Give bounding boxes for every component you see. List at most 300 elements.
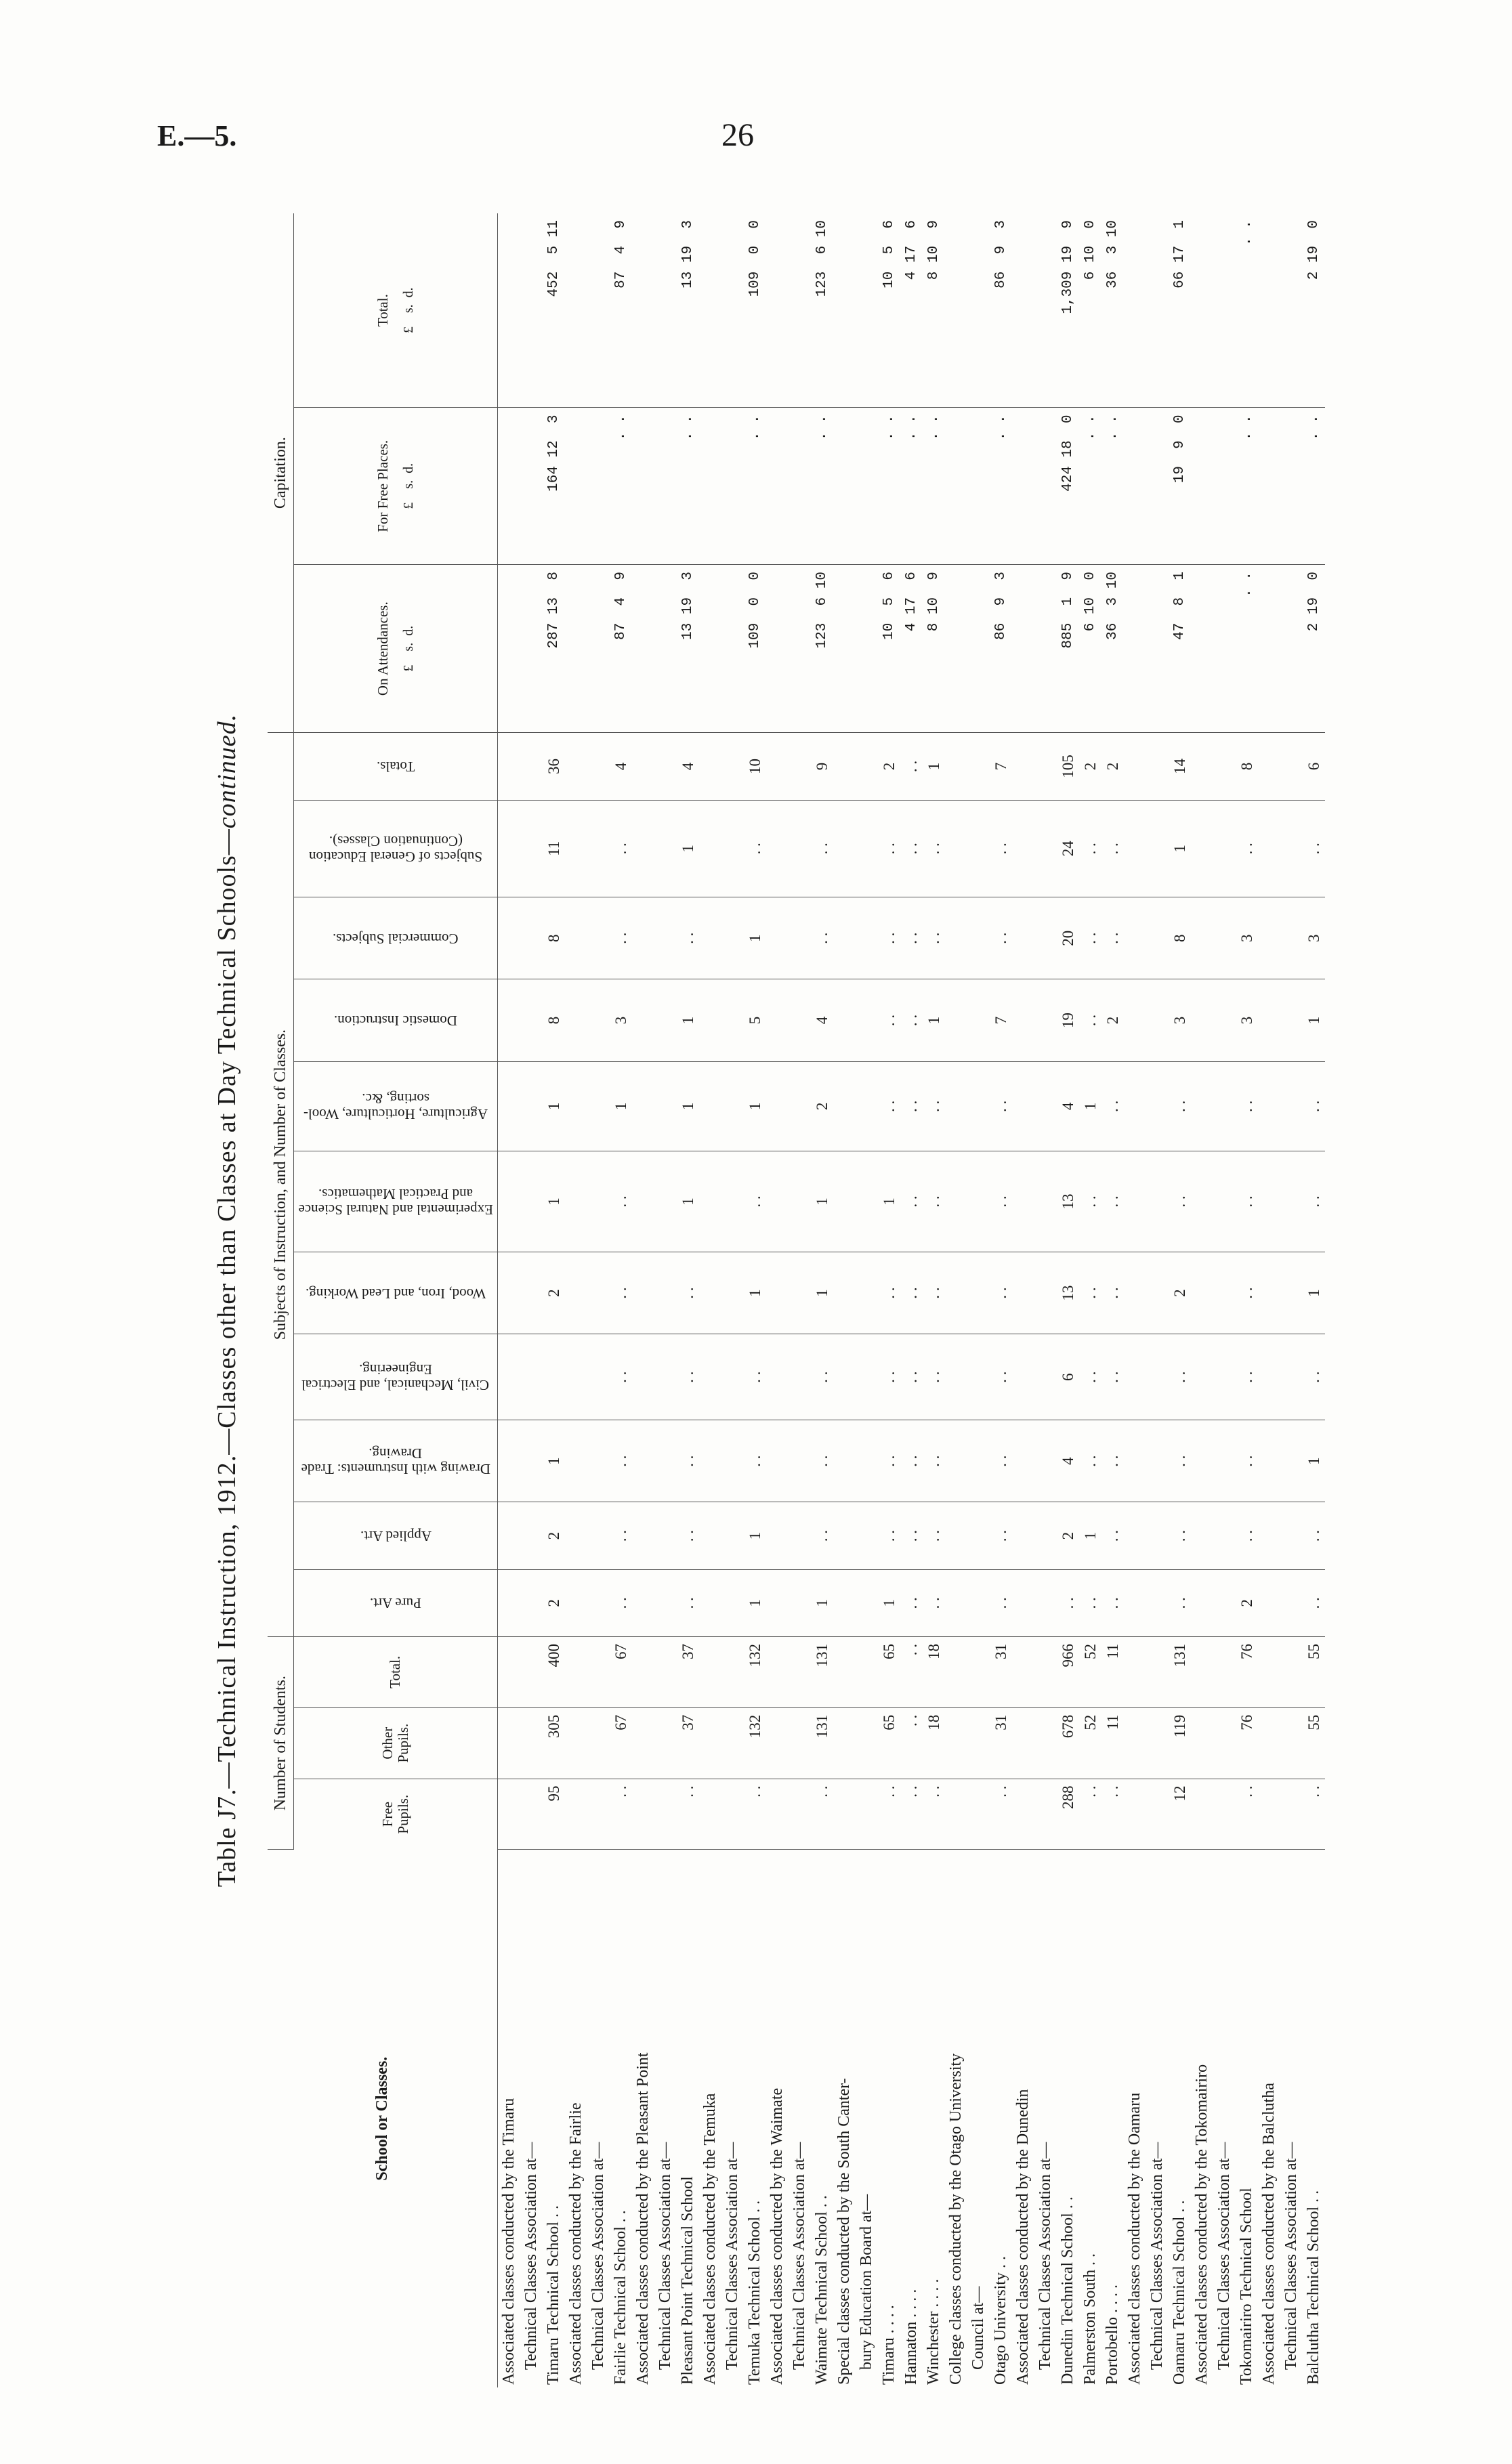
capitation-amount-cell — [945, 408, 967, 565]
class-count-cell — [766, 1151, 789, 1252]
class-count-cell — [632, 1569, 654, 1636]
class-count-cell — [699, 1569, 721, 1636]
class-count-cell — [945, 897, 967, 979]
class-count-cell — [1034, 979, 1057, 1061]
class-count-cell — [565, 1420, 587, 1502]
capitation-amount-cell — [565, 565, 587, 733]
class-count-cell — [1280, 1252, 1303, 1334]
class-count-cell — [766, 733, 789, 800]
class-count-cell — [1034, 1252, 1057, 1334]
class-count-cell — [856, 1252, 878, 1334]
class-count-cell: 2 — [543, 1252, 565, 1334]
class-count-cell — [833, 1502, 856, 1569]
class-count-cell — [699, 800, 721, 897]
class-count-cell: . . — [1303, 1502, 1325, 1569]
class-count-cell — [766, 897, 789, 979]
class-count-cell — [721, 1252, 744, 1334]
school-column-header: School or Classes. — [268, 1850, 498, 2387]
class-count-cell — [1124, 1502, 1146, 1569]
capitation-amount-cell: . . — [610, 408, 632, 565]
class-count-cell — [1191, 1502, 1213, 1569]
class-count-cell — [789, 1334, 811, 1420]
class-count-cell: 1 — [1303, 1420, 1325, 1502]
class-count-cell: . . — [900, 1569, 923, 1636]
class-count-cell: 2 — [1101, 733, 1124, 800]
class-count-cell: 2 — [543, 1569, 565, 1636]
class-count-cell: 6 — [1057, 1334, 1079, 1420]
class-count-cell: 9 — [811, 733, 833, 800]
capitation-amount-cell — [856, 565, 878, 733]
table-row — [632, 213, 654, 2387]
class-count-cell — [967, 800, 990, 897]
class-count-cell — [945, 1420, 967, 1502]
capitation-amount-cell — [587, 565, 610, 733]
school-name-cell: Palmerston South . . — [1081, 2253, 1099, 2385]
class-count-cell: . . — [923, 1151, 945, 1252]
class-count-cell — [632, 800, 654, 897]
student-count-cell — [1213, 1636, 1236, 1707]
class-count-cell — [833, 733, 856, 800]
capitation-amount-cell — [1146, 213, 1169, 408]
class-count-cell — [699, 733, 721, 800]
subject-header-drawing — [294, 1420, 498, 1502]
class-count-cell — [833, 897, 856, 979]
class-count-cell: 3 — [1236, 897, 1258, 979]
student-count-cell: 65 — [878, 1636, 900, 1707]
class-count-cell — [1191, 979, 1213, 1061]
student-count-cell: 678 — [1057, 1707, 1079, 1779]
class-count-cell: . . — [923, 1569, 945, 1636]
class-count-cell — [498, 1061, 521, 1151]
class-count-cell: . . — [878, 1502, 900, 1569]
capitation-amount-cell — [520, 213, 543, 408]
class-count-cell — [856, 897, 878, 979]
school-name-cell: Special classes conducted by the South Canter- — [835, 2078, 853, 2385]
table-row — [990, 213, 1012, 2387]
student-count-cell: 55 — [1303, 1707, 1325, 1779]
table-caption — [203, 200, 251, 2401]
student-count-cell: 52 — [1079, 1636, 1101, 1707]
student-count-cell — [1124, 1707, 1146, 1779]
class-count-cell — [766, 800, 789, 897]
class-count-cell: . . — [878, 1420, 900, 1502]
table-row — [654, 213, 677, 2387]
student-count-cell: . . — [610, 1779, 632, 1850]
class-count-cell: . . — [1303, 1569, 1325, 1636]
class-count-cell — [498, 1252, 521, 1334]
class-count-cell — [1191, 1252, 1213, 1334]
school-name-cell: bury Education Board at— — [858, 2194, 875, 2370]
table-row — [1057, 213, 1079, 2387]
capitation-amount-cell: 87 4 9 — [610, 213, 632, 408]
student-count-cell — [1191, 1636, 1213, 1707]
class-count-cell: . . — [744, 1151, 766, 1252]
class-count-cell — [654, 1151, 677, 1252]
class-count-cell — [1034, 1151, 1057, 1252]
student-count-cell: 95 — [543, 1779, 565, 1850]
school-name-cell: Technical Classes Association at— — [1282, 2142, 1300, 2370]
class-count-cell — [833, 979, 856, 1061]
subject-header-science — [294, 1151, 498, 1252]
capitation-amount-cell: . . — [811, 408, 833, 565]
class-count-cell — [699, 1334, 721, 1420]
student-count-cell — [1280, 1707, 1303, 1779]
student-count-cell: 131 — [811, 1707, 833, 1779]
student-count-cell: 131 — [811, 1636, 833, 1707]
class-count-cell — [1258, 1252, 1280, 1334]
class-count-cell: . . — [990, 1569, 1012, 1636]
class-count-cell: 3 — [1303, 897, 1325, 979]
class-count-cell — [1124, 1420, 1146, 1502]
class-count-cell: . . — [990, 800, 1012, 897]
table-row — [677, 213, 699, 2387]
class-count-cell: . . — [744, 800, 766, 897]
class-count-cell — [632, 1061, 654, 1151]
subject-header-pure-art — [294, 1569, 498, 1636]
student-count-cell: 31 — [990, 1636, 1012, 1707]
student-count-cell — [1213, 1779, 1236, 1850]
capitation-amount-cell — [766, 565, 789, 733]
class-count-cell: . . — [1169, 1151, 1191, 1252]
student-count-cell — [1280, 1636, 1303, 1707]
table-row — [1146, 213, 1169, 2387]
capitation-amount-cell — [699, 565, 721, 733]
capitation-amount-cell: 8 10 9 — [923, 213, 945, 408]
class-count-cell — [1258, 1420, 1280, 1502]
student-count-cell: . . — [923, 1779, 945, 1850]
class-count-cell — [1191, 1420, 1213, 1502]
school-name-cell: Otago University . . — [992, 2256, 1009, 2385]
caption-main: Table J7.—Technical Instruction, 1912.—Classes other than Classes at Day Technical Schools— — [213, 828, 241, 1888]
class-count-cell: 7 — [990, 733, 1012, 800]
capitation-amount-cell — [967, 213, 990, 408]
school-name-cell: Pleasant Point Technical School — [679, 2176, 696, 2385]
class-count-cell — [833, 1252, 856, 1334]
student-count-cell — [1034, 1636, 1057, 1707]
class-count-cell — [498, 1420, 521, 1502]
capitation-amount-cell: 109 0 0 — [744, 213, 766, 408]
table-body — [498, 213, 1326, 2387]
class-count-cell: . . — [677, 1252, 699, 1334]
class-count-cell: 1 — [923, 979, 945, 1061]
class-count-cell — [632, 1334, 654, 1420]
class-count-cell — [587, 897, 610, 979]
class-count-cell: 1 — [677, 979, 699, 1061]
class-count-cell: 14 — [1169, 733, 1191, 800]
class-count-cell: . . — [610, 1569, 632, 1636]
subject-header-commercial — [294, 897, 498, 979]
class-count-cell — [1124, 733, 1146, 800]
students-group-header: Number of Students. — [268, 1636, 294, 1849]
student-count-cell — [945, 1707, 967, 1779]
class-count-cell — [699, 1420, 721, 1502]
table-row — [1169, 213, 1191, 2387]
class-count-cell — [654, 1334, 677, 1420]
capitation-amount-cell — [520, 408, 543, 565]
class-count-cell — [565, 897, 587, 979]
class-count-cell — [766, 1252, 789, 1334]
class-count-cell — [520, 1151, 543, 1252]
subject-header-general-education — [294, 800, 498, 897]
class-count-cell — [654, 979, 677, 1061]
capitation-amount-cell: . . — [1101, 408, 1124, 565]
student-count-cell — [1191, 1779, 1213, 1850]
class-count-cell — [856, 800, 878, 897]
school-name-cell: Associated classes conducted by the Pleasant Point — [634, 2052, 652, 2385]
student-count-cell: . . — [878, 1779, 900, 1850]
class-count-cell: . . — [1101, 1151, 1124, 1252]
class-count-cell: 20 — [1057, 897, 1079, 979]
school-name-cell: Technical Classes Association at— — [1215, 2142, 1233, 2370]
class-count-cell — [699, 1502, 721, 1569]
class-count-cell: 1 — [543, 1151, 565, 1252]
class-count-cell — [1213, 1502, 1236, 1569]
class-count-cell — [1191, 1151, 1213, 1252]
capitation-amount-cell — [967, 408, 990, 565]
capitation-amount-cell: . . — [1079, 408, 1101, 565]
school-name-cell: Associated classes conducted by the Temuka — [701, 2093, 719, 2385]
class-count-cell — [1146, 979, 1169, 1061]
class-count-cell: . . — [1169, 1569, 1191, 1636]
capitation-amount-cell: . . — [744, 408, 766, 565]
class-count-cell — [1258, 733, 1280, 800]
capitation-amount-cell: 8 10 9 — [923, 565, 945, 733]
class-count-cell: 8 — [543, 897, 565, 979]
class-count-cell: . . — [900, 733, 923, 800]
student-count-cell — [856, 1707, 878, 1779]
class-count-cell: . . — [990, 897, 1012, 979]
student-count-cell — [1146, 1707, 1169, 1779]
class-count-cell — [1012, 979, 1034, 1061]
subject-label: Subjects of General Education (Continuation Classes). — [309, 832, 482, 865]
capitation-amount-cell — [1124, 565, 1146, 733]
school-name-cell: Winchester . . . . — [925, 2278, 942, 2385]
class-count-cell: 36 — [543, 733, 565, 800]
school-name-cell: Associated classes conducted by the Waimate — [768, 2087, 786, 2385]
class-count-cell — [789, 1061, 811, 1151]
class-count-cell — [1012, 1569, 1034, 1636]
capitation-total-header — [294, 213, 498, 408]
class-count-cell: 1 — [1303, 1252, 1325, 1334]
class-count-cell: 3 — [610, 979, 632, 1061]
class-count-cell — [587, 1420, 610, 1502]
class-count-cell — [1213, 1569, 1236, 1636]
capitation-amount-cell: 123 6 10 — [811, 213, 833, 408]
student-count-cell — [833, 1636, 856, 1707]
class-count-cell — [1280, 1502, 1303, 1569]
class-count-cell — [543, 1334, 565, 1420]
class-count-cell — [967, 1569, 990, 1636]
student-count-cell — [789, 1779, 811, 1850]
student-count-cell — [1012, 1779, 1034, 1850]
class-count-cell: . . — [1101, 1502, 1124, 1569]
student-count-cell: 305 — [543, 1707, 565, 1779]
class-count-cell: . . — [1057, 1569, 1079, 1636]
class-count-cell — [1146, 1502, 1169, 1569]
school-name-cell: Timaru . . . . — [880, 2305, 898, 2385]
class-count-cell — [1213, 800, 1236, 897]
class-count-cell: 1 — [610, 1061, 632, 1151]
class-count-cell — [766, 979, 789, 1061]
school-name-cell: Technical Classes Association at— — [791, 2142, 808, 2370]
class-count-cell: 2 — [811, 1061, 833, 1151]
school-name-cell: Waimate Technical School . . — [813, 2195, 831, 2385]
class-count-cell: . . — [1079, 1252, 1101, 1334]
student-count-cell: 37 — [677, 1707, 699, 1779]
class-count-cell — [721, 1420, 744, 1502]
class-count-cell — [1146, 897, 1169, 979]
class-count-cell — [587, 1569, 610, 1636]
class-count-cell — [833, 800, 856, 897]
table-row — [766, 213, 789, 2387]
class-count-cell — [520, 733, 543, 800]
class-count-cell — [1146, 733, 1169, 800]
class-count-cell — [1012, 1502, 1034, 1569]
school-name-cell: Associated classes conducted by the Tokomairiro — [1193, 2064, 1211, 2385]
student-count-cell: 131 — [1169, 1636, 1191, 1707]
student-count-cell: 52 — [1079, 1707, 1101, 1779]
class-count-cell — [498, 1502, 521, 1569]
student-count-cell — [520, 1779, 543, 1850]
free-places-header — [294, 408, 498, 565]
class-count-cell — [587, 1151, 610, 1252]
class-count-cell — [654, 1061, 677, 1151]
table-row — [1101, 213, 1124, 2387]
money-units: £ s. d. — [400, 625, 416, 672]
school-name-cell: Balclutha Technical School . . — [1305, 2190, 1322, 2385]
class-count-cell — [565, 1252, 587, 1334]
capitation-amount-cell — [632, 408, 654, 565]
class-count-cell: 8 — [1169, 897, 1191, 979]
capitation-amount-cell — [1124, 408, 1146, 565]
class-count-cell — [967, 1252, 990, 1334]
school-name-cell: Timaru Technical School . . — [545, 2205, 562, 2385]
student-count-cell — [654, 1779, 677, 1850]
subjects-group-header: Subjects of Instruction, and Number of Classes. — [268, 733, 294, 1637]
capitation-amount-cell: 86 9 3 — [990, 213, 1012, 408]
class-count-cell: 1 — [811, 1151, 833, 1252]
class-count-cell — [945, 1061, 967, 1151]
class-count-cell — [967, 1420, 990, 1502]
class-count-cell: 7 — [990, 979, 1012, 1061]
table-row — [1191, 213, 1213, 2387]
class-count-cell — [856, 979, 878, 1061]
class-count-cell: . . — [610, 800, 632, 897]
table-row — [1303, 213, 1325, 2387]
student-count-cell: . . — [744, 1779, 766, 1850]
student-count-cell — [1124, 1636, 1146, 1707]
student-count-cell: 966 — [1057, 1636, 1079, 1707]
class-count-cell — [766, 1502, 789, 1569]
table-row — [811, 213, 833, 2387]
class-count-cell — [856, 1502, 878, 1569]
class-count-cell: 1 — [677, 1061, 699, 1151]
class-count-cell — [498, 800, 521, 897]
class-count-cell: . . — [878, 1252, 900, 1334]
capitation-amount-cell — [945, 213, 967, 408]
free-pupils-header: Free Pupils. — [294, 1779, 498, 1850]
capitation-amount-cell — [721, 565, 744, 733]
capitation-amount-cell: 10 5 6 — [878, 565, 900, 733]
page-number: 26 — [721, 117, 754, 153]
class-count-cell — [1191, 733, 1213, 800]
class-count-cell — [945, 733, 967, 800]
student-count-cell: . . — [1303, 1779, 1325, 1850]
class-count-cell — [565, 800, 587, 897]
student-count-cell — [967, 1707, 990, 1779]
class-count-cell: 6 — [1303, 733, 1325, 800]
class-count-cell: . . — [1236, 1061, 1258, 1151]
capitation-amount-cell — [1258, 213, 1280, 408]
student-count-cell: 18 — [923, 1707, 945, 1779]
class-count-cell: . . — [1101, 1061, 1124, 1151]
class-count-cell — [1034, 1334, 1057, 1420]
class-count-cell — [587, 733, 610, 800]
class-count-cell — [498, 1334, 521, 1420]
class-count-cell — [789, 733, 811, 800]
capitation-amount-cell — [1280, 213, 1303, 408]
student-count-cell — [1124, 1779, 1146, 1850]
class-count-cell: 11 — [543, 800, 565, 897]
school-name-cell: Technical Classes Association at— — [1036, 2142, 1054, 2370]
capitation-amount-cell — [565, 213, 587, 408]
subject-label: Applied Art. — [360, 1528, 432, 1545]
student-count-cell — [721, 1779, 744, 1850]
class-count-cell — [1012, 1252, 1034, 1334]
class-count-cell — [587, 1252, 610, 1334]
subject-label: Wood, Iron, and Lead Working. — [305, 1285, 486, 1302]
class-count-cell — [1012, 733, 1034, 800]
student-count-cell — [587, 1636, 610, 1707]
class-count-cell: . . — [1079, 1569, 1101, 1636]
class-count-cell — [1280, 733, 1303, 800]
student-count-cell — [1012, 1707, 1034, 1779]
class-count-cell: 1 — [878, 1569, 900, 1636]
capitation-total-label: Total. — [375, 294, 392, 327]
student-count-cell: 18 — [923, 1636, 945, 1707]
class-count-cell: . . — [677, 897, 699, 979]
capitation-amount-cell: 19 9 0 — [1169, 408, 1191, 565]
capitation-amount-cell: 1,309 19 9 — [1057, 213, 1079, 408]
student-count-cell — [1146, 1779, 1169, 1850]
class-count-cell — [1124, 1061, 1146, 1151]
class-count-cell: . . — [900, 800, 923, 897]
class-count-cell — [632, 1252, 654, 1334]
class-count-cell: . . — [1303, 800, 1325, 897]
free-places-label: For Free Places. — [375, 440, 392, 532]
class-count-cell — [1124, 1569, 1146, 1636]
student-count-cell — [945, 1636, 967, 1707]
class-count-cell: . . — [990, 1151, 1012, 1252]
subject-header-domestic — [294, 979, 498, 1061]
class-count-cell — [699, 1061, 721, 1151]
school-name-cell: Associated classes conducted by the Oamaru — [1126, 2092, 1143, 2385]
class-count-cell — [520, 1502, 543, 1569]
class-count-cell — [1258, 1502, 1280, 1569]
capitation-group-header: Capitation. — [268, 213, 294, 733]
table-row — [498, 213, 521, 2387]
class-count-cell — [789, 1420, 811, 1502]
student-count-cell — [520, 1707, 543, 1779]
student-count-cell — [565, 1779, 587, 1850]
student-count-cell: 67 — [610, 1636, 632, 1707]
class-count-cell — [1146, 1334, 1169, 1420]
table-row — [744, 213, 766, 2387]
capitation-amount-cell: . . — [1236, 213, 1258, 408]
class-count-cell: . . — [878, 979, 900, 1061]
capitation-amount-cell — [1034, 213, 1057, 408]
class-count-cell — [1146, 1061, 1169, 1151]
